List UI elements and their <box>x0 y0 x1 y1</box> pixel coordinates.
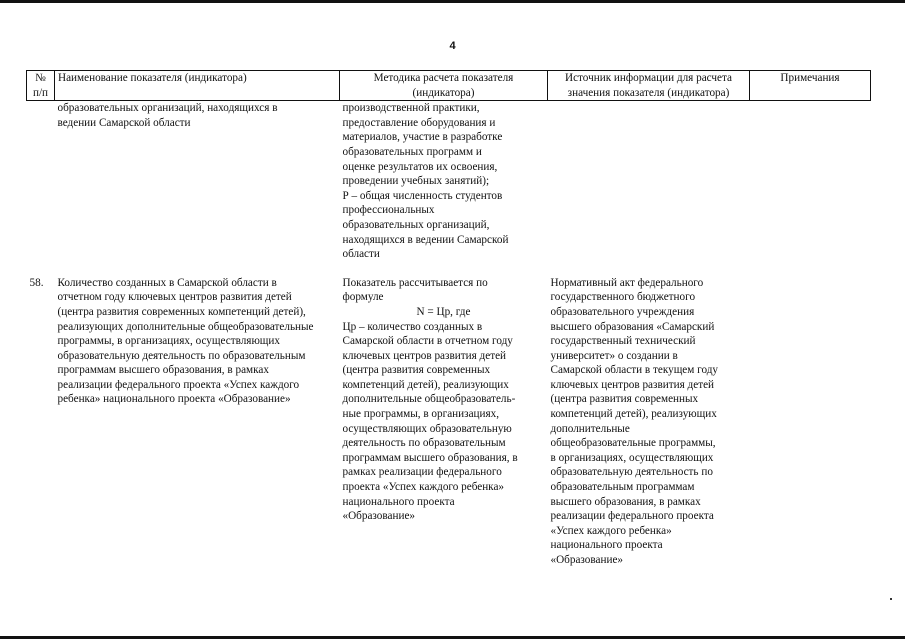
table-row <box>27 276 871 568</box>
indicators-table <box>26 70 871 568</box>
indicator-name-cell: Количество созданных в Самарской области в отчетном году ключевых центров развития детей (центра развития современных компетенций детей), реализующих дополнительные общеобразовательные программы, в организациях, осуществляющих образовательную деятельность по образовательным программам высшего образования, в рамках реализации федерального проекта «Успех каждого ребенка» национального проекта «Образование» <box>57 276 314 406</box>
row-spacer <box>27 262 871 276</box>
info-source-cell: Нормативный акт федерального государственного бюджетного образовательного учреждения высшего образования «Самарский государственный технический университет» о создании в Самарской области в текущем году ключевых центров развития детей (центра развития современных компетенций детей), реализующих дополнительные общеобразовательные программы, в организациях, осуществляющих образовательную деятельность по образовательным программам высшего образования, в рамках реализации федерального проекта «Успех каждого ребенка» национального проекта «Образование» <box>550 276 719 566</box>
notes-cell <box>750 101 871 262</box>
header-number: № п/п <box>27 71 55 101</box>
bottom-border <box>0 636 905 639</box>
header-notes: Примечания <box>750 71 871 101</box>
info-source-cell <box>548 101 750 262</box>
header-calculation-method: Методика расчета показателя (индикатора) <box>340 71 548 101</box>
indicator-name-cell: образовательных организаций, находящихся в ведении Самарской области <box>57 102 278 129</box>
calculation-method-cell: производственной практики, предоставление оборудования и материалов, участие в разработке образовательных программ и оценке результатов их освоения, проведении учебных занятий); Р – общая численность студентов профессиональных образовательных организаций, находящихся в ведении Самарской области <box>342 102 509 261</box>
row-number: 58. <box>29 276 44 289</box>
header-indicator-name: Наименование показателя (индикатора) <box>55 71 340 101</box>
calculation-method-cell <box>340 276 548 568</box>
scan-speck <box>890 598 892 600</box>
table-row <box>27 101 871 262</box>
header-info-source: Источник информации для расчета значения показателя (индикатора) <box>548 71 750 101</box>
page-number: 4 <box>449 40 456 52</box>
method-definition: Цр – количество созданных в Самарской области в отчетном году ключевых центров развития детей (центра развития современных компетенций детей), реализующих дополнительные общеобразователь- ные программы, в организациях, осуществляющих образовательную деятельность по образовательным программам высшего образования, в рамках реализации федерального проекта «Успех каждого ребенка» национального проекта «Образование» <box>342 320 518 523</box>
row-number <box>27 101 55 262</box>
formula: N = Цр, где <box>416 305 471 318</box>
table-header-row <box>27 71 871 101</box>
method-intro: Показатель рассчитывается по формуле <box>342 276 488 304</box>
notes-cell <box>750 276 871 568</box>
top-border <box>0 0 905 3</box>
